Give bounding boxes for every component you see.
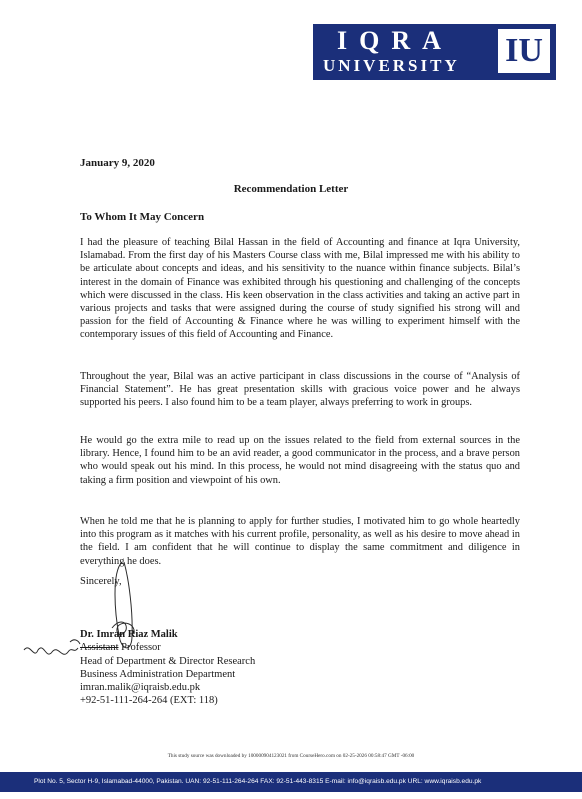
letter-paragraph: I had the pleasure of teaching Bilal Hassan in the field of Accounting and finance at Iqra University, Islamabad. From the first day of his Masters Course class with me, Bilal impressed me with his ability to be articulate about concepts and ideas, and his sensitivity to the nuance within finance subjects. Bilal’s interest in the domain of Finance was exhibited through his questioning and challenging of the concepts which were discussed in the class. His keen observation in the class activities and taking an active part in various projects and tasks that were assigned during the course of study signified his strong will and passion for the field of Accounting & Finance where he was willing to experiment himself with the contemporary issues of this field of Accounting and Finance. <box>80 237 520 341</box>
logo-mark: IU <box>498 29 550 73</box>
download-footnote: This study source was downloaded by 100000904123021 from CourseHero.com on 02-25-2026 00:58:47 GMT -06:00 <box>167 753 415 759</box>
logo-name: IQRA <box>337 26 453 55</box>
footer-contact-bar: Plot No. 5, Sector H-9, Islamabad-44000, Pakistan. UAN: 92-51-111-264-264 FAX: 92-51-443-8315 E-mail: info@iqraisb.edu.pk URL: www.iqraisb.edu.pk <box>0 772 582 792</box>
letter-closing: Sincerely, <box>80 576 122 587</box>
signatory-department: Business Administration Department <box>80 668 236 680</box>
letter-date: January 9, 2020 <box>80 157 155 169</box>
letter-subject: Recommendation Letter <box>233 183 349 195</box>
letter-paragraph: When he told me that he is planning to apply for further studies, I motivated him to go whole heartedly into this program as it matches with his current profile, personality, as well as his desire to move ahead in the field. I am confident that he will continue to display the same commitment and diligence in everything he does. <box>80 516 520 567</box>
signatory-phone: +92-51-111-264-264 (EXT: 118) <box>80 695 218 707</box>
signature-block <box>80 628 255 708</box>
letter-paragraph: Throughout the year, Bilal was an active participant in class discussions in the course of “Analysis of Financial Statement”. He has great presentation skills with gracious voice power and he always supported his peers. I also found him to be a team player, always preferring to work in groups. <box>80 371 520 409</box>
letter-paragraph: He would go the extra mile to read up on the issues related to the field from external sources in the library. Hence, I found him to be an avid reader, a good communicator in the process, and a brave person who would speak out his mind. In this process, he would not mind disagreeing with the status quo and taking a firm position and viewpoint of his own. <box>80 435 520 486</box>
signatory-name: Dr. Imran Riaz Malik <box>80 629 178 640</box>
struck-title: Assistant <box>80 642 119 654</box>
logo-subtitle: UNIVERSITY <box>323 56 460 75</box>
signatory-email: imran.malik@iqraisb.edu.pk <box>80 682 201 694</box>
letter-salutation: To Whom It May Concern <box>80 211 205 223</box>
signatory-title <box>80 641 255 654</box>
title-rest: Professor <box>118 642 161 654</box>
signatory-position: Head of Department & Director Research <box>80 655 256 667</box>
